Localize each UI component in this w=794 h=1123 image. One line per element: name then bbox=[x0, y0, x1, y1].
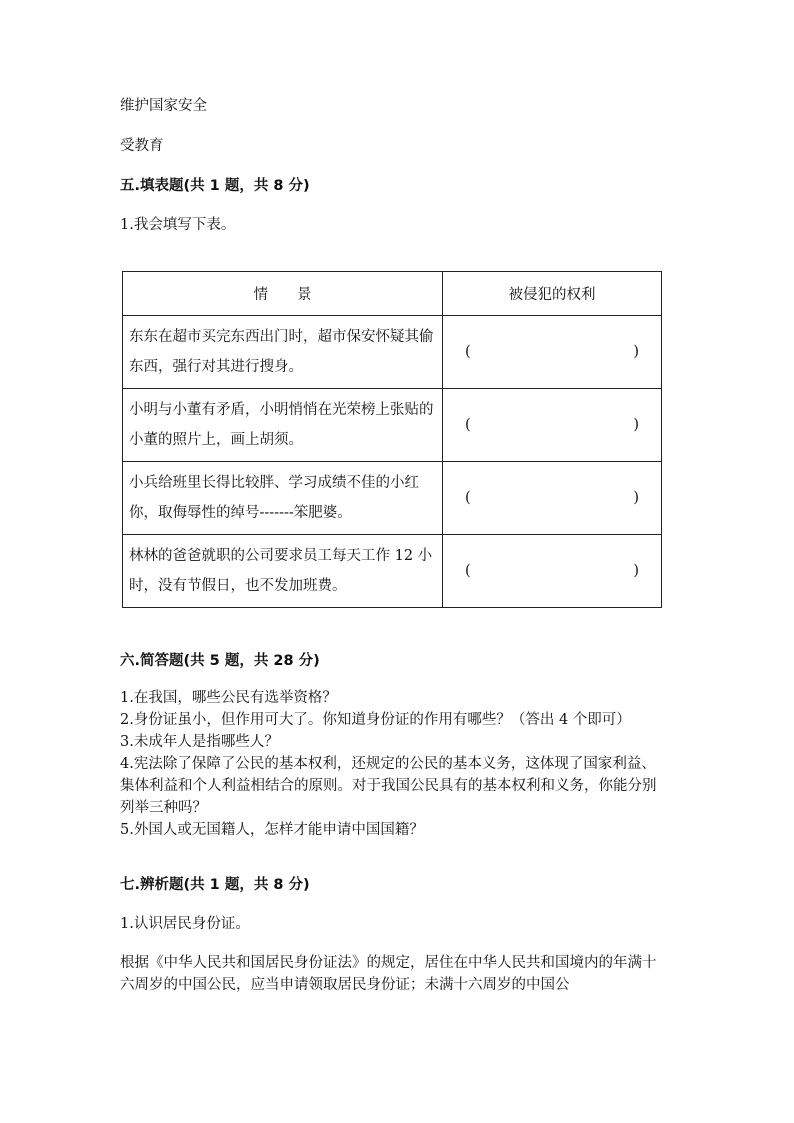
scene-cell: 小兵给班里长得比较胖、学习成绩不佳的小红你，取侮辱性的绰号-------笨肥婆。 bbox=[123, 462, 443, 535]
close-paren: ) bbox=[633, 563, 639, 579]
question-5: 5.外国人或无国籍人，怎样才能申请中国国籍？ bbox=[120, 822, 424, 838]
answer-line-2: 受教育 bbox=[120, 138, 164, 154]
open-paren: ( bbox=[465, 417, 471, 433]
rights-table bbox=[122, 271, 662, 608]
short-answer-list bbox=[120, 687, 665, 841]
table-row bbox=[123, 462, 662, 535]
section-6-heading: 六.简答题(共 5 题，共 28 分) bbox=[120, 653, 320, 669]
answer-cell[interactable] bbox=[443, 389, 662, 462]
section-7-heading: 七.辨析题(共 1 题，共 8 分) bbox=[120, 877, 310, 893]
scene-cell: 小明与小董有矛盾，小明悄悄在光荣榜上张贴的小董的照片上，画上胡须。 bbox=[123, 389, 443, 462]
header-scene: 情 景 bbox=[123, 272, 443, 316]
question-2: 2.身份证虽小，但作用可大了。你知道身份证的作用有哪些？（答出 4 个即可） bbox=[120, 712, 631, 728]
table-header-row bbox=[123, 272, 662, 316]
answer-cell[interactable] bbox=[443, 535, 662, 608]
section-5-heading: 五.填表题(共 1 题，共 8 分) bbox=[120, 178, 310, 194]
table-row bbox=[123, 535, 662, 608]
open-paren: ( bbox=[465, 344, 471, 360]
close-paren: ) bbox=[633, 344, 639, 360]
scene-cell: 林林的爸爸就职的公司要求员工每天工作 12 小时，没有节假日，也不发加班费。 bbox=[123, 535, 443, 608]
answer-cell[interactable] bbox=[443, 316, 662, 389]
table-row bbox=[123, 316, 662, 389]
answer-cell[interactable] bbox=[443, 462, 662, 535]
answer-line-1: 维护国家安全 bbox=[120, 98, 207, 114]
question-3: 3.未成年人是指哪些人？ bbox=[120, 734, 279, 750]
header-right: 被侵犯的权利 bbox=[443, 272, 662, 316]
close-paren: ) bbox=[633, 417, 639, 433]
scene-cell: 东东在超市买完东西出门时，超市保安怀疑其偷东西，强行对其进行搜身。 bbox=[123, 316, 443, 389]
question-4: 4.宪法除了保障了公民的基本权利，还规定的公民的基本义务，这体现了国家利益、集体利益和个人利益相结合的原则。对于我国公民具有的基本权利和义务，你能分别列举三种吗？ bbox=[120, 756, 657, 816]
table-row bbox=[123, 389, 662, 462]
section-7-paragraph: 根据《中华人民共和国居民身份证法》的规定，居住在中华人民共和国境内的年满十六周岁的中国公民，应当申请领取居民身份证；未满十六周岁的中国公 bbox=[120, 955, 657, 993]
section-5-question: 1.我会填写下表。 bbox=[120, 217, 236, 233]
close-paren: ) bbox=[633, 490, 639, 506]
open-paren: ( bbox=[465, 490, 471, 506]
open-paren: ( bbox=[465, 563, 471, 579]
section-7-question: 1.认识居民身份证。 bbox=[120, 916, 250, 932]
question-1: 1.在我国，哪些公民有选举资格？ bbox=[120, 690, 337, 706]
